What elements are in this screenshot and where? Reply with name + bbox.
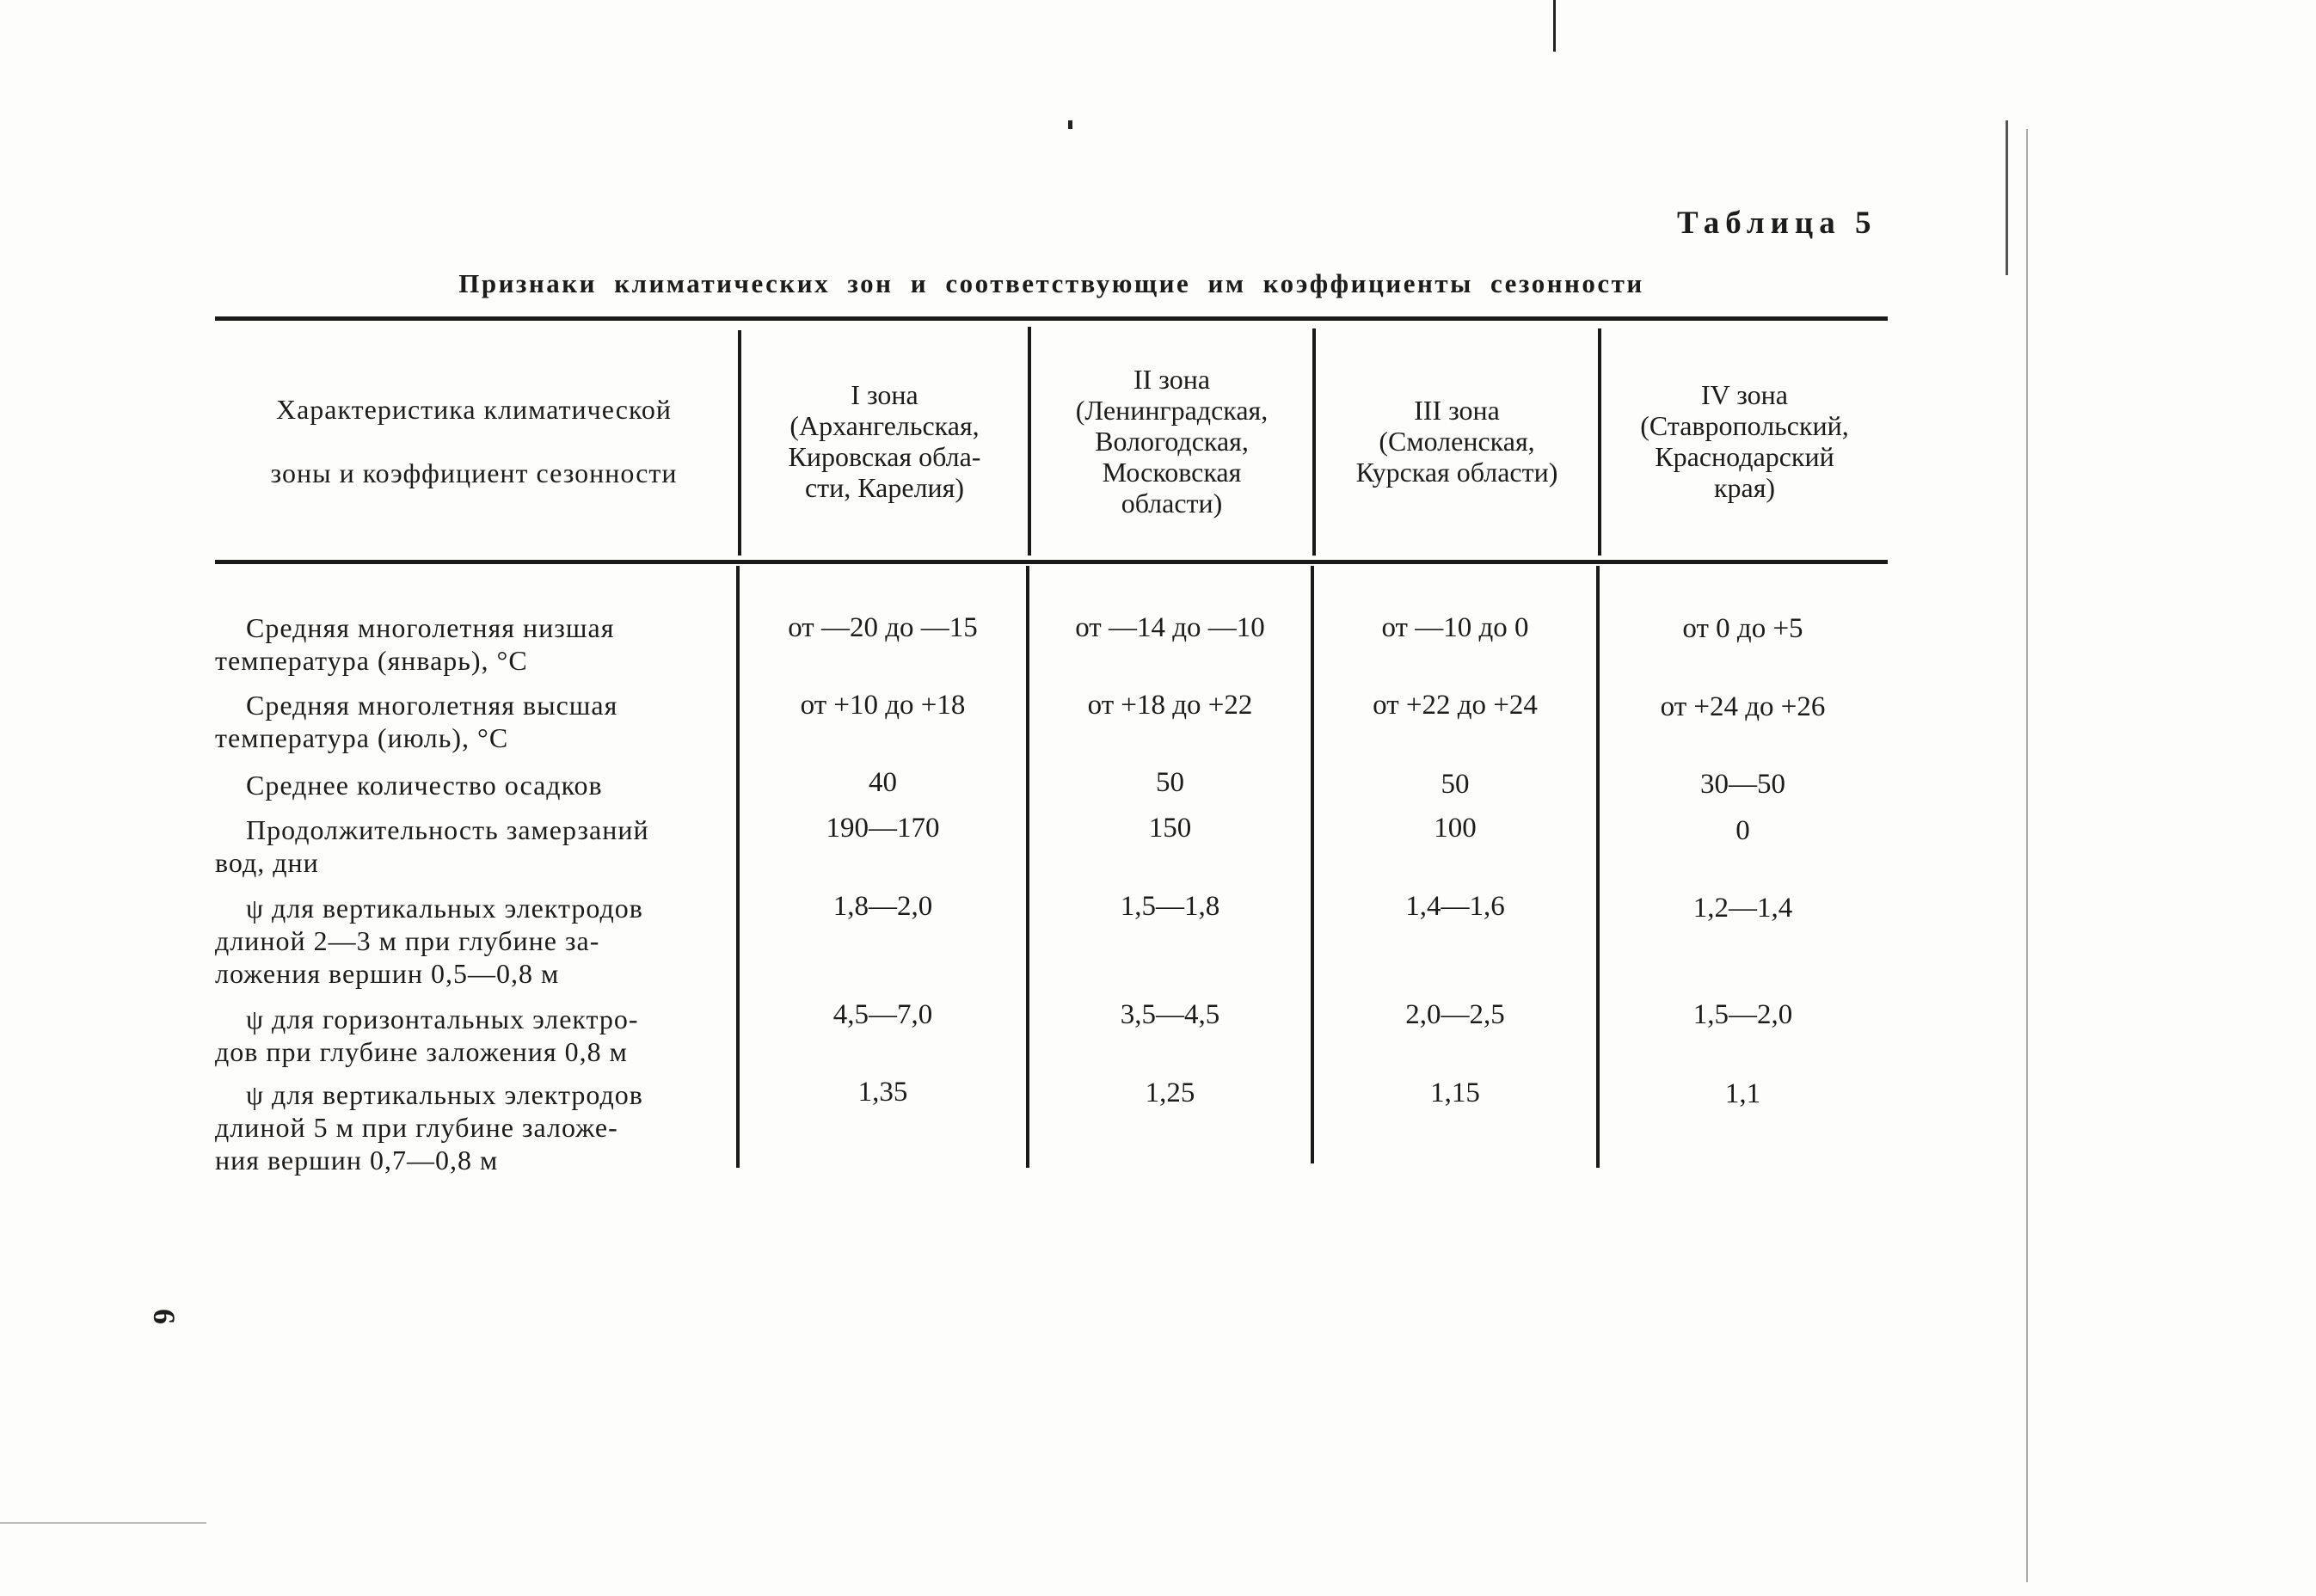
table-cell: от —20 до —15 [788,612,978,643]
header-zone-line: (Смоленская, [1379,426,1535,457]
row-label-text: Продолжительность замерзаний [246,814,649,845]
scan-artifact-line [2006,120,2008,275]
row-label-line: температура (июль), °С [215,722,509,753]
table-cell: 100 [1434,813,1477,844]
table-cell: 1,2—1,4 [1692,893,1793,924]
column-divider [1311,566,1314,1163]
header-zone-line: Кировская обла- [788,441,981,472]
row-label-line: длиной 5 м при глубине заложе- [215,1112,618,1143]
table-cell: от —10 до 0 [1381,612,1529,643]
row-label-line: дов при глубине заложения 0,8 м [215,1036,628,1067]
table-cell: от +22 до +24 [1373,690,1538,721]
header-zone-line: (Ленинградская, [1075,395,1269,426]
header-zone-line: I зона [851,379,918,410]
row-label-precipitation [215,769,722,801]
header-zone-line: III зона [1414,395,1500,426]
header-zone-1 [741,379,1028,503]
header-zone-line: II зона [1133,364,1211,395]
header-zone-2 [1031,364,1312,519]
table-cell: 50 [1156,767,1184,798]
header-characteristic [217,457,731,489]
table-cell: 2,0—2,5 [1405,999,1505,1030]
table-title: Признаки климатических зон и соответствующие им коэффициенты сезонности [458,268,1644,298]
table-cell: от +18 до +22 [1087,690,1253,721]
row-label-text: Средняя многолетняя низшая [246,612,615,643]
header-zone-line: Вологодская, [1095,426,1249,457]
row-label-line: длиной 2—3 м при глубине за- [215,925,600,956]
table-cell: 1,5—2,0 [1692,999,1793,1030]
table-header-rule [215,560,1888,564]
row-label-line: температура (январь), °С [215,645,528,676]
table-cell: 3,5—4,5 [1120,999,1220,1030]
table-cell: 190—170 [826,813,940,844]
table-cell: 30—50 [1700,769,1785,800]
table-cell: от —14 до —10 [1075,612,1265,643]
row-label-line: ния вершин 0,7—0,8 м [215,1145,499,1176]
table-cell: 150 [1148,813,1192,844]
header-zone-line: Московская [1102,457,1242,488]
header-zone-line: IV зона [1701,379,1788,410]
table-cell: 1,1 [1724,1078,1761,1109]
row-label-max-temperature [215,689,722,754]
row-label-line [215,1003,722,1035]
header-zone-line: области) [1121,488,1223,519]
row-label-line [215,611,722,644]
header-characteristic-line: зоны и коэффициент сезонности [270,457,678,488]
header-characteristic [217,394,731,426]
row-label-line [215,1078,722,1111]
table-cell: 50 [1441,769,1470,800]
scan-artifact-line [1553,0,1556,52]
table-cell: 1,15 [1430,1077,1480,1108]
table-cell: 4,5—7,0 [832,999,933,1030]
table-cell: 40 [869,767,897,798]
table-cell: от +10 до +18 [800,690,966,721]
header-zone-4 [1601,379,1888,503]
table-cell: 0 [1735,815,1750,846]
header-zone-line: края) [1713,472,1776,503]
row-label-line [215,892,722,924]
row-label-text: Среднее количество осадков [246,770,603,801]
header-zone-line: Краснодарский [1655,441,1834,472]
table-cell: 1,4—1,6 [1405,891,1505,922]
scan-artifact-dot [1068,120,1072,129]
row-label-line [215,769,722,801]
row-label-psi-horizontal [215,1003,722,1068]
row-label-line [215,689,722,721]
row-label-text: ψ для вертикальных электродов [246,1079,643,1110]
table-cell: 1,35 [857,1077,908,1108]
scan-artifact-line [0,1522,206,1524]
row-label-line: вод, дни [215,847,319,878]
table-cell: от 0 до +5 [1682,613,1803,644]
header-zone-line: сти, Карелия) [804,472,965,503]
row-label-psi-vertical-2-3m [215,892,722,990]
table-number: Таблица 5 [1677,206,1877,241]
table-cell: 1,5—1,8 [1120,891,1220,922]
header-characteristic-line: Характеристика климатической [275,394,673,425]
table-cell: 1,25 [1145,1077,1195,1108]
scan-artifact-line [2026,129,2028,1582]
page-number: 6 [147,1309,181,1324]
header-zone-line: Курская области) [1355,457,1558,488]
row-label-text: ψ для вертикальных электродов [246,893,643,924]
table-cell: от +24 до +26 [1660,691,1826,722]
row-label-freezing-duration [215,813,722,879]
row-label-text: ψ для горизонтальных электро- [246,1004,639,1034]
row-label-min-temperature [215,611,722,677]
row-label-psi-vertical-5m [215,1078,722,1176]
row-label-line [215,813,722,846]
header-zone-line: (Ставропольский, [1640,410,1849,441]
header-zone-3 [1316,395,1598,488]
table-top-rule [215,316,1888,321]
table-cell: 1,8—2,0 [832,891,933,922]
row-label-text: Средняя многолетняя высшая [246,690,618,721]
row-label-line: ложения вершин 0,5—0,8 м [215,958,560,989]
header-zone-line: (Архангельская, [789,410,980,441]
